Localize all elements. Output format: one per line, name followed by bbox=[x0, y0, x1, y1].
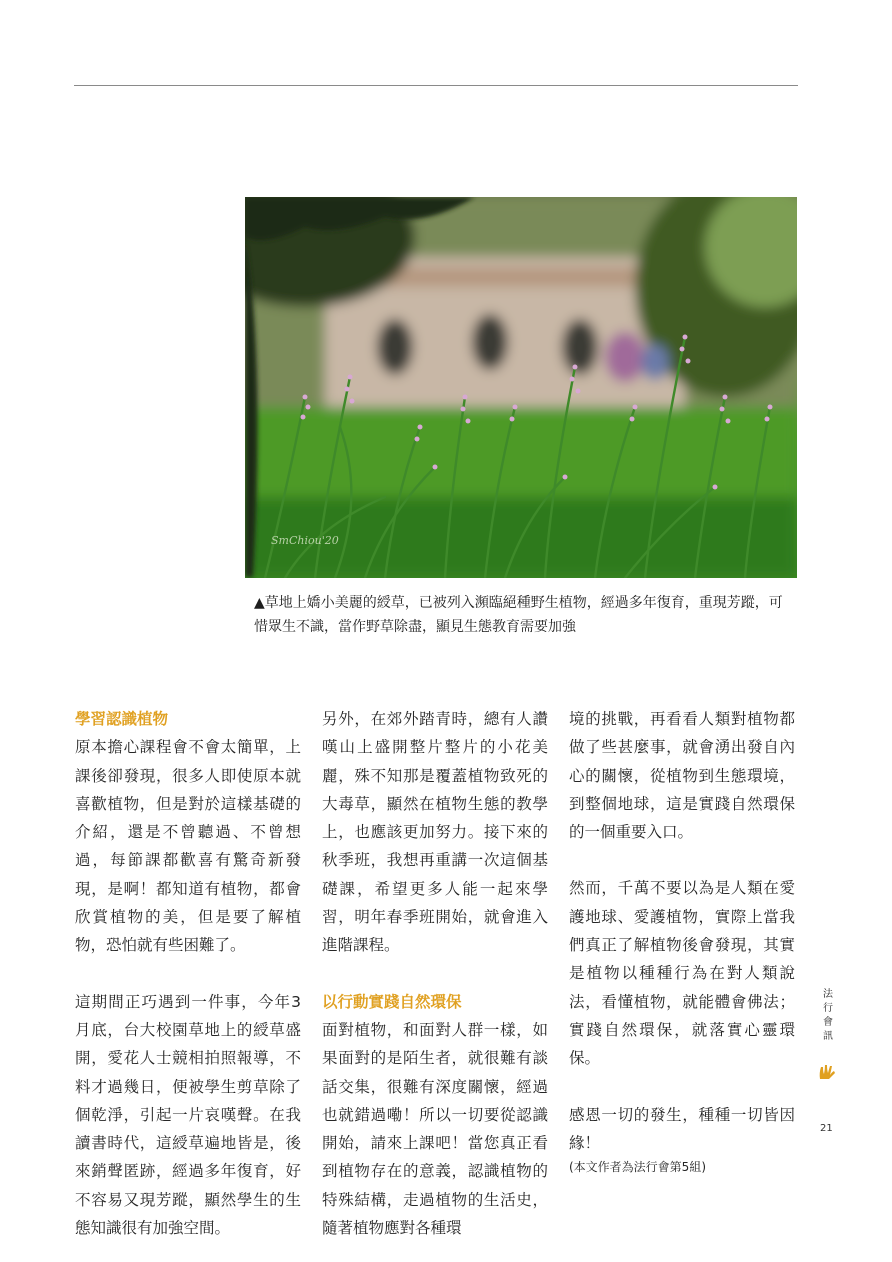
photo-spiranthes-grass bbox=[245, 197, 797, 578]
article-column-2 bbox=[322, 705, 548, 1242]
top-rule bbox=[74, 85, 798, 86]
paragraph: 這期間正巧遇到一件事，今年3月底，台大校園草地上的綬草盛開，愛花人士競相拍照報導，不料才過幾日，便被學生剪草除了個乾淨，引起一片哀嘆聲。在我讀書時代，這綬草遍地皆是，後來銷聲匿跡，經過多年復育，好不容易又現芳蹤，顯然學生的生態知識很有加強空間。 bbox=[75, 992, 301, 1238]
section-heading-learning-plants: 學習認識植物 bbox=[75, 710, 169, 728]
paragraph: 境的挑戰，再看看人類對植物都做了些甚麼事，就會湧出發自內心的關懷，從植物到生態環境，到整個地球，這是實踐自然環保的一個重要入口。 bbox=[569, 710, 795, 842]
page-number: 21 bbox=[820, 1123, 833, 1134]
paragraph: 面對植物，和面對人群一樣，如果面對的是陌生者，就很難有談話交集，很難有深度關懷，經過也就錯過嘞！所以一切要從認識開始，請來上課吧！當您真正看到植物存在的意義，認識植物的特殊結構，走過植物的生活史，隨著植物應對各種環 bbox=[322, 1020, 548, 1238]
newsletter-title: 法行會訊 bbox=[823, 989, 833, 1042]
article-column-1 bbox=[75, 705, 301, 1242]
photo-illustration bbox=[245, 197, 797, 578]
paragraph: 原本擔心課程會不會太簡單，上課後卻發現，很多人即使原本就喜歡植物，但是對於這樣基礎的介紹，還是不曾聽過、不曾想過，每節課都歡喜有驚奇新發現，是啊！都知道有植物，都會欣賞植物的美，但是要了解植物，恐怕就有些困難了。 bbox=[75, 738, 301, 955]
author-note: (本文作者為法行會第5組) bbox=[569, 1160, 706, 1175]
hand-logo-icon bbox=[818, 1063, 836, 1085]
photo-watermark: SmChiou'20 bbox=[271, 534, 339, 547]
photo-caption: ▲草地上嬌小美麗的綬草，已被列入瀕臨絕種野生植物，經過多年復育，重現芳蹤，可惜眾生不識，當作野草除盡，顯見生態教育需要加強 bbox=[254, 595, 783, 635]
paragraph: 感恩一切的發生，種種一切皆因緣！ bbox=[569, 1105, 795, 1152]
paragraph: 另外，在郊外踏青時，總有人讚嘆山上盛開整片整片的小花美麗，殊不知那是覆蓋植物致死的大毒草，顯然在植物生態的教學上，也應該更加努力。接下來的秋季班，我想再重講一次這個基礎課，希望更多人能一起來學習，明年春季班開始，就會進入進階課程。 bbox=[322, 710, 548, 955]
section-heading-action-environment: 以行動實踐自然環保 bbox=[322, 992, 462, 1011]
article-column-3 bbox=[569, 705, 795, 1177]
paragraph: 然而，千萬不要以為是人類在愛護地球、愛護植物，實際上當我們真正了解植物後會發現，其實是植物以種種行為在對人類說法，看懂植物，就能體會佛法；實踐自然環保，就落實心靈環保。 bbox=[569, 879, 795, 1068]
